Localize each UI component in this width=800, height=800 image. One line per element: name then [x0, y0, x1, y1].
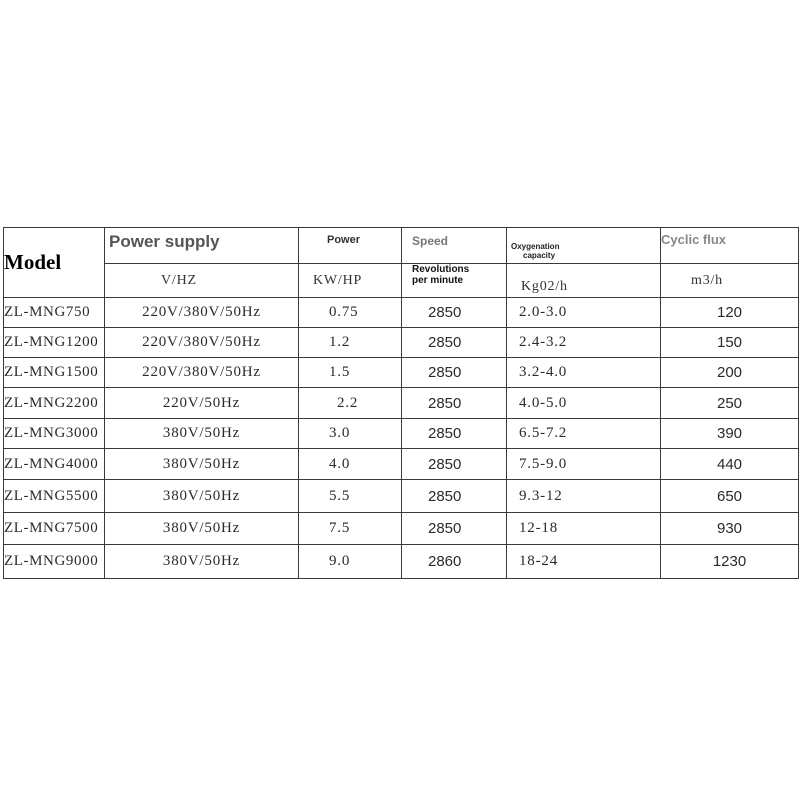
- cell-cyclic-flux: 200: [661, 358, 799, 388]
- header-oxygenation-line2: capacity: [523, 251, 556, 260]
- cell-power-supply: 380V/50Hz: [105, 419, 299, 449]
- table-row: [4, 328, 799, 358]
- header-power-supply: Power supply: [105, 228, 299, 264]
- header-model: Model: [4, 228, 105, 298]
- cell-power-supply: 380V/50Hz: [105, 449, 299, 480]
- unit-speed-line2: per minute: [412, 275, 464, 286]
- cell-speed: 2850: [402, 513, 507, 545]
- cell-cyclic-flux: 120: [661, 298, 799, 328]
- cell-power-supply: 220V/380V/50Hz: [105, 328, 299, 358]
- cell-power: 2.2: [299, 388, 402, 419]
- cell-power: 1.5: [299, 358, 402, 388]
- cell-model: ZL-MNG1200: [4, 328, 105, 358]
- cell-speed: 2850: [402, 358, 507, 388]
- cell-speed: 2850: [402, 328, 507, 358]
- cell-cyclic-flux: 250: [661, 388, 799, 419]
- cell-power-supply: 220V/380V/50Hz: [105, 358, 299, 388]
- cell-cyclic-flux: 650: [661, 480, 799, 513]
- cell-speed: 2860: [402, 545, 507, 579]
- header-power: Power: [299, 228, 402, 264]
- cell-speed: 2850: [402, 388, 507, 419]
- cell-model: ZL-MNG1500: [4, 358, 105, 388]
- cell-model: ZL-MNG3000: [4, 419, 105, 449]
- cell-power: 4.0: [299, 449, 402, 480]
- unit-speed-line1: Revolutions: [412, 264, 470, 275]
- header-oxygenation-line1: Oxygenation: [511, 242, 560, 251]
- cell-cyclic-flux: 390: [661, 419, 799, 449]
- cell-cyclic-flux: 1230: [661, 545, 799, 579]
- unit-cyclic-flux: m3/h: [661, 264, 799, 298]
- table-row: [4, 449, 799, 480]
- cell-power: 0.75: [299, 298, 402, 328]
- cell-oxygenation: 2.4-3.2: [507, 328, 661, 358]
- unit-power: KW/HP: [299, 264, 402, 298]
- cell-cyclic-flux: 440: [661, 449, 799, 480]
- cell-model: ZL-MNG5500: [4, 480, 105, 513]
- table-row: [4, 545, 799, 579]
- cell-oxygenation: 2.0-3.0: [507, 298, 661, 328]
- cell-model: ZL-MNG9000: [4, 545, 105, 579]
- unit-oxygenation: Kg02/h: [507, 264, 661, 298]
- cell-power: 5.5: [299, 480, 402, 513]
- cell-speed: 2850: [402, 298, 507, 328]
- cell-oxygenation: 6.5-7.2: [507, 419, 661, 449]
- table-row: [4, 480, 799, 513]
- cell-model: ZL-MNG4000: [4, 449, 105, 480]
- table-row: [4, 298, 799, 328]
- header-oxygenation: [507, 228, 661, 264]
- cell-model: ZL-MNG7500: [4, 513, 105, 545]
- cell-oxygenation: 4.0-5.0: [507, 388, 661, 419]
- cell-oxygenation: 3.2-4.0: [507, 358, 661, 388]
- header-speed: Speed: [402, 228, 507, 264]
- table-row: [4, 388, 799, 419]
- cell-power: 9.0: [299, 545, 402, 579]
- table-row: [4, 358, 799, 388]
- cell-power: 1.2: [299, 328, 402, 358]
- cell-speed: 2850: [402, 449, 507, 480]
- table-row: [4, 513, 799, 545]
- unit-power-supply: V/HZ: [105, 264, 299, 298]
- unit-speed: [402, 264, 507, 298]
- cell-speed: 2850: [402, 480, 507, 513]
- cell-speed: 2850: [402, 419, 507, 449]
- header-row: [4, 228, 799, 264]
- cell-oxygenation: 7.5-9.0: [507, 449, 661, 480]
- cell-power-supply: 220V/50Hz: [105, 388, 299, 419]
- cell-power: 7.5: [299, 513, 402, 545]
- cell-power: 3.0: [299, 419, 402, 449]
- cell-power-supply: 380V/50Hz: [105, 480, 299, 513]
- cell-oxygenation: 9.3-12: [507, 480, 661, 513]
- cell-cyclic-flux: 930: [661, 513, 799, 545]
- spec-table: [3, 227, 799, 579]
- table-row: [4, 419, 799, 449]
- cell-model: ZL-MNG2200: [4, 388, 105, 419]
- header-cyclic-flux: Cyclic flux: [661, 228, 799, 264]
- cell-oxygenation: 18-24: [507, 545, 661, 579]
- units-row: [4, 264, 799, 298]
- cell-power-supply: 380V/50Hz: [105, 545, 299, 579]
- cell-oxygenation: 12-18: [507, 513, 661, 545]
- cell-power-supply: 220V/380V/50Hz: [105, 298, 299, 328]
- cell-power-supply: 380V/50Hz: [105, 513, 299, 545]
- cell-model: ZL-MNG750: [4, 298, 105, 328]
- cell-cyclic-flux: 150: [661, 328, 799, 358]
